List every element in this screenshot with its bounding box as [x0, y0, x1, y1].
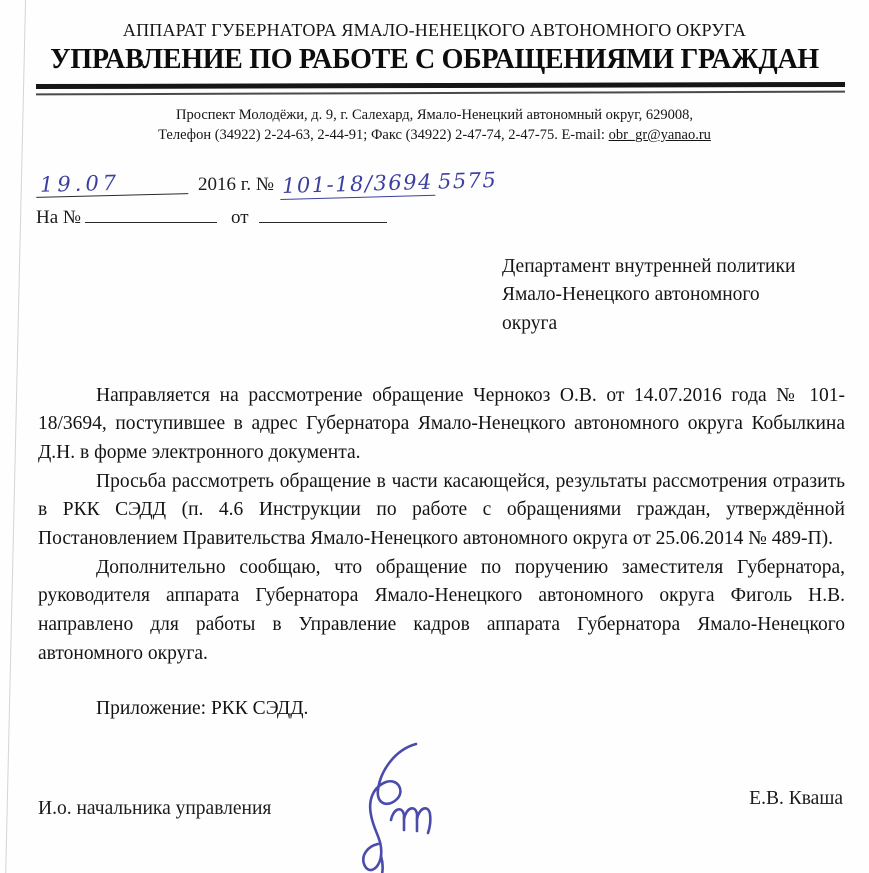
- phone-fax-text: Телефон (34922) 2-24-63, 2-44-91; Факс (34922) 2-47-74, 2-47-75. E-mail:: [158, 127, 609, 143]
- handwritten-number-main: 101-18/3694: [280, 170, 436, 200]
- email-address: obr_gr@yanao.ru: [608, 127, 711, 143]
- signer-position-title: И.о. начальника управления: [38, 798, 272, 820]
- letter-body: [38, 382, 845, 669]
- letterhead: [0, 0, 869, 76]
- body-paragraph: Дополнительно сообщаю, что обращение по поручению заместителя Губернатора, руководителя аппарата Губернатора Ямало-Ненецкого автономного округа Фиголь Н.В. направлено для работы в Управление кадров аппарата Губернатора Ямало-Ненецкого автономного округа.: [38, 556, 845, 664]
- signature-block: [0, 738, 869, 873]
- incoming-reference-row: [36, 207, 845, 229]
- contact-block: [0, 105, 869, 145]
- divider-thick-rule: [36, 82, 845, 89]
- recipient-line: Ямало-Ненецкого автономного: [502, 284, 760, 306]
- handwritten-date: 19.07: [36, 169, 189, 198]
- reply-date-blank: [259, 208, 387, 223]
- organization-parent-name: АППАРАТ ГУБЕРНАТОРА ЯМАЛО-НЕНЕЦКОГО АВТОНОМНОГО ОКРУГА: [122, 20, 747, 40]
- printed-year-number-label: 2016 г. №: [198, 174, 275, 195]
- letterhead-divider: [36, 83, 845, 94]
- handwritten-outgoing-number: [280, 168, 498, 198]
- attachment-line: Приложение: РКК СЭДД.: [96, 698, 309, 720]
- reply-number-blank: [85, 208, 217, 223]
- organization-name: УПРАВЛЕНИЕ ПО РАБОТЕ С ОБРАЩЕНИЯМИ ГРАЖДАН: [50, 44, 819, 75]
- reply-from-label: от: [231, 207, 249, 228]
- reply-number-label: На №: [36, 207, 82, 228]
- phone-fax-email-line: [0, 125, 869, 145]
- divider-thin-rule: [36, 91, 845, 96]
- reference-block: [36, 167, 845, 229]
- outgoing-number-row: [36, 167, 845, 198]
- body-paragraph: Просьба рассмотреть обращение в части касающейся, результаты рассмотрения отразить в РКК СЭДД (п. 4.6 Инструкции по работе с обращениями граждан, утверждённой Постановлением Правительства Ямало-Ненецкого автономного округа от 25.06.2014 № 489-П).: [38, 470, 845, 550]
- postal-address: Проспект Молодёжи, д. 9, г. Салехард, Ямало-Ненецкий автономный округ, 629008,: [176, 107, 693, 123]
- recipient-line: Департамент внутренней политики: [502, 256, 796, 277]
- recipient-line: округа: [502, 312, 558, 334]
- recipient-block: [502, 253, 845, 338]
- handwritten-signature-icon: [328, 738, 448, 873]
- body-paragraph: Направляется на рассмотрение обращение Чернокоз О.В. от 14.07.2016 года № 101-18/3694, поступившее в адрес Губернатора Ямало-Ненецкого автономного округа Кобылкина Д.Н. в форме электронного документа.: [38, 384, 845, 464]
- handwritten-number-tail: 5575: [437, 167, 498, 194]
- signer-name: Е.В. Кваша: [749, 788, 843, 810]
